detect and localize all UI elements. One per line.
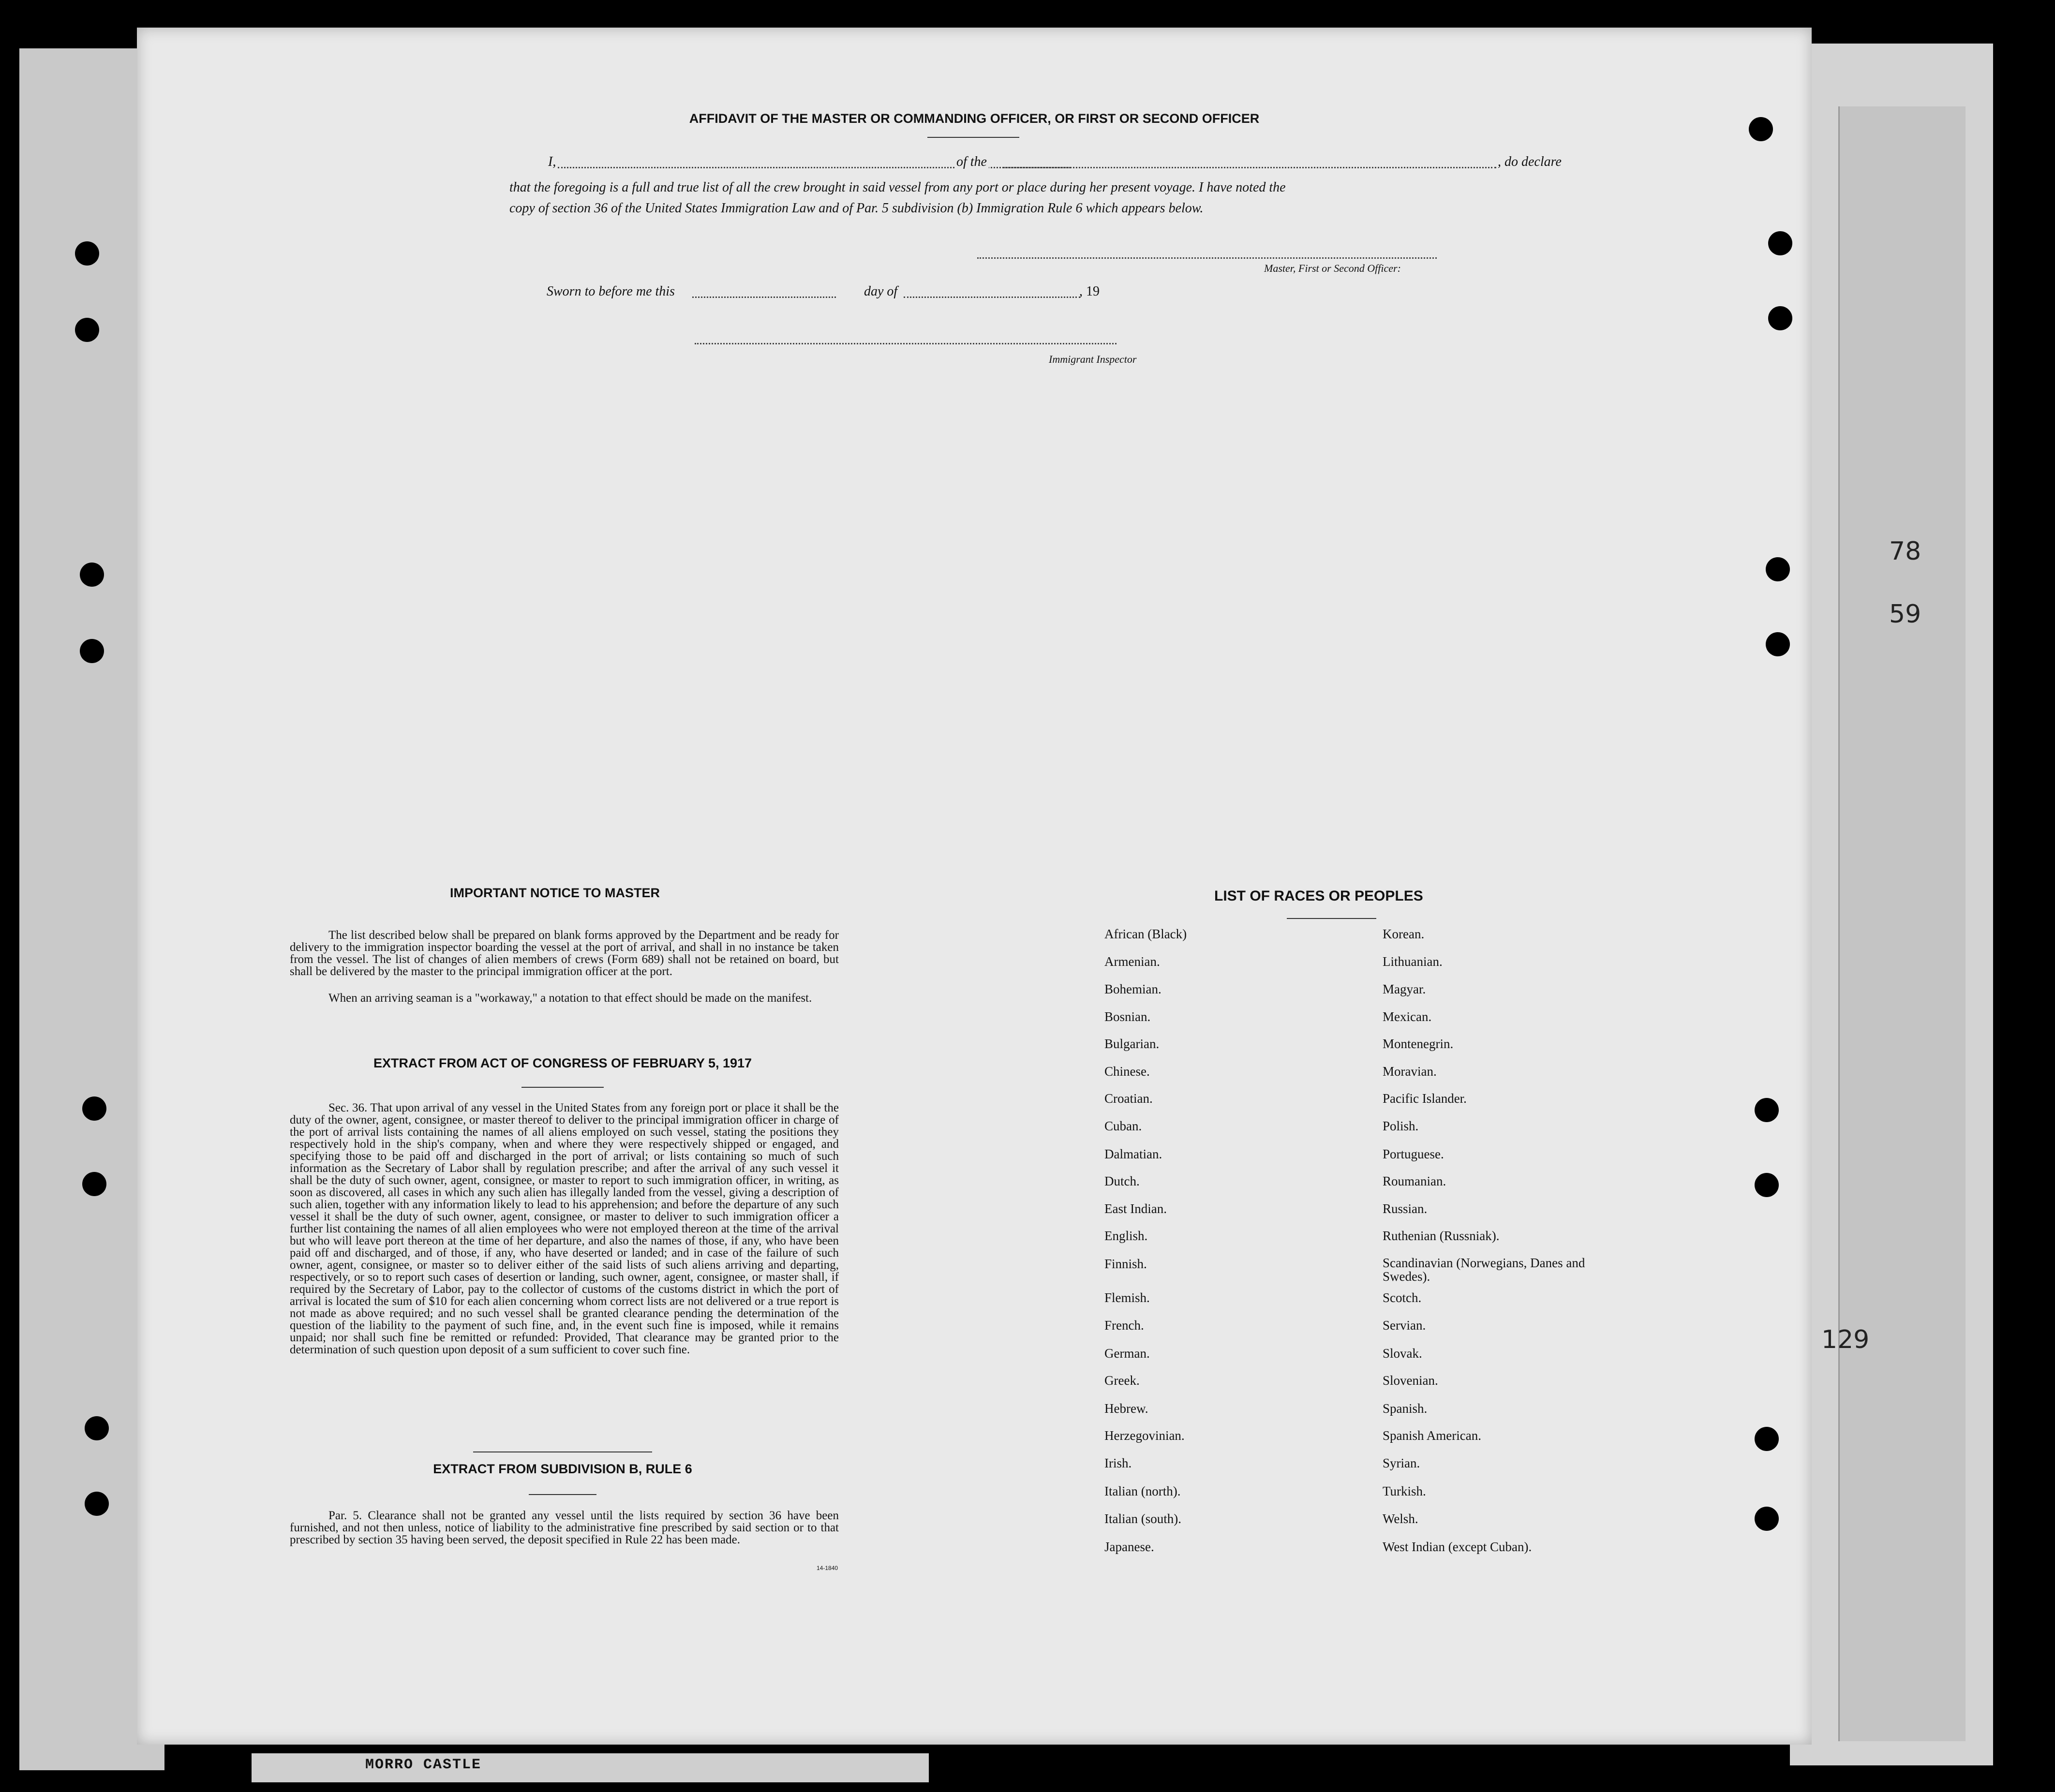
race-left-item: Chinese. bbox=[1104, 1064, 1150, 1079]
race-right-item: Magyar. bbox=[1383, 982, 1426, 996]
sworn-day-of-label: day of bbox=[864, 284, 898, 299]
inspector-caption: Immigrant Inspector bbox=[1049, 353, 1137, 365]
punch-hole bbox=[1768, 306, 1792, 330]
races-title-rule bbox=[1287, 918, 1376, 919]
extract-act-title: EXTRACT FROM ACT OF CONGRESS OF FEBRUARY 5, 1917 bbox=[373, 1056, 752, 1070]
race-right-item: Roumanian. bbox=[1383, 1174, 1446, 1188]
punch-hole bbox=[1755, 1173, 1779, 1197]
side-mark-c: 129 bbox=[1821, 1325, 1870, 1354]
race-left-item: Armenian. bbox=[1104, 954, 1160, 969]
punch-hole bbox=[1768, 231, 1792, 255]
race-right-item: Russian. bbox=[1383, 1201, 1428, 1216]
race-left-item: French. bbox=[1104, 1318, 1144, 1333]
punch-hole bbox=[85, 1416, 109, 1440]
officer-signature-caption: Master, First or Second Officer: bbox=[1264, 262, 1401, 274]
affidavit-i-label: I, bbox=[548, 154, 556, 169]
race-left-item: Finnish. bbox=[1104, 1257, 1147, 1271]
race-right-item: Portuguese. bbox=[1383, 1147, 1444, 1161]
race-left-item: Irish. bbox=[1104, 1456, 1132, 1470]
race-left-item: Bosnian. bbox=[1104, 1009, 1151, 1024]
race-left-item: Bohemian. bbox=[1104, 982, 1162, 996]
races-title: LIST OF RACES OR PEOPLES bbox=[1214, 888, 1423, 904]
race-left-item: Croatian. bbox=[1104, 1091, 1153, 1106]
affidavit-vessel-field[interactable] bbox=[1003, 167, 1496, 168]
race-left-item: English. bbox=[1104, 1229, 1148, 1243]
race-right-item: Lithuanian. bbox=[1383, 954, 1443, 969]
notice-title: IMPORTANT NOTICE TO MASTER bbox=[450, 886, 660, 900]
race-left-item: Flemish. bbox=[1104, 1290, 1150, 1305]
sworn-month-field[interactable] bbox=[904, 296, 1080, 298]
punch-hole bbox=[1766, 557, 1790, 581]
affidavit-declare-label: , do declare bbox=[1498, 154, 1562, 169]
bottom-stub-strip bbox=[252, 1753, 929, 1782]
inspector-signature-field[interactable] bbox=[695, 343, 1117, 344]
notice-body-2: When an arriving seaman is a "workaway," a notation to that effect should be made on the manifest. bbox=[328, 992, 812, 1005]
race-right-item: Slovak. bbox=[1383, 1346, 1422, 1361]
extract-act-rule bbox=[521, 1087, 604, 1088]
race-right-item: Pacific Islander. bbox=[1383, 1091, 1467, 1106]
punch-hole bbox=[1766, 632, 1790, 656]
sworn-prefix: Sworn to before me this bbox=[547, 284, 675, 299]
punch-hole bbox=[82, 1172, 106, 1196]
officer-signature-field[interactable] bbox=[977, 257, 1437, 259]
extract-act-body: Sec. 36. That upon arrival of any vessel in the United States from any foreign port or place it shall be the duty of the owner, agent, consignee, or master thereof to deliver to the principal immigration officer in charge of the port of arrival lists containing the names of all aliens employed on such vessel, stating the positions they respectively hold in the ship's company, when and where they were respectively shipped or engaged, and specifying those to be paid off and discharged in the port of arrival; or lists containing so much of such information as the Secretary of Labor shall by regulation prescribe; and after the arrival of any such vessel it shall be the duty of such owner, agent, consignee, or master to report to such immigration officer, in writing, as soon as discovered, all cases in which any such alien has illegally landed from the vessel, giving a description of such alien, together with any information likely to lead to his apprehension; and before the departure of any such vessel it shall be the duty of such owner, agent, consignee, or master to deliver to such immigration officer a further list containing the names of all alien employees who were not employed thereon at the time of the arrival but who will leave port thereon at the time of her departure, and also the names of those, if any, who have been paid off and discharged, and of those, if any, who have deserted or landed; and in case of the failure of such owner, agent, consignee, or master so to deliver either of the said lists of such aliens arriving and departing, respectively, or so to report such cases of desertion or landing, such owner, agent, consignee, or master shall, if required by the Secretary of Labor, pay to the collector of customs of the customs district in which the port of arrival is located the sum of $10 for each alien concerning whom correct lists are not delivered or a true report is not made as above required; and no such vessel shall be granted clearance pending the determination of the question of the liability to the payment of such fine, and, in the event such fine is imposed, while it remains unpaid; nor shall such fine be remitted or refunded: Provided, That clearance may be granted prior to the determination of such question upon deposit of a sum sufficient to cover such fine. bbox=[290, 1101, 839, 1356]
race-left-item: Herzegovinian. bbox=[1104, 1428, 1185, 1443]
affidavit-title-rule bbox=[927, 137, 1019, 138]
underlying-page-right-2 bbox=[1838, 106, 1966, 1741]
race-right-item: Turkish. bbox=[1383, 1484, 1426, 1498]
punch-hole bbox=[75, 318, 99, 342]
extract-rule-title: EXTRACT FROM SUBDIVISION B, RULE 6 bbox=[433, 1462, 692, 1476]
race-left-item: Greek. bbox=[1104, 1373, 1140, 1388]
side-mark-a: 78 bbox=[1889, 537, 1921, 566]
bottom-stub-label: MORRO CASTLE bbox=[365, 1757, 482, 1773]
affidavit-title: AFFIDAVIT OF THE MASTER OR COMMANDING OFFICER, OR FIRST OR SECOND OFFICER bbox=[689, 111, 1260, 126]
race-right-item: Korean. bbox=[1383, 927, 1425, 941]
extract-rule-rule bbox=[529, 1494, 596, 1495]
race-right-item: Spanish American. bbox=[1383, 1428, 1481, 1443]
document-page bbox=[137, 28, 1812, 1745]
race-right-item: Polish. bbox=[1383, 1119, 1419, 1133]
race-right-item: Scotch. bbox=[1383, 1290, 1422, 1305]
race-left-item: Dutch. bbox=[1104, 1174, 1140, 1188]
race-right-item: Mexican. bbox=[1383, 1009, 1432, 1024]
punch-hole bbox=[1755, 1098, 1779, 1122]
race-left-item: Japanese. bbox=[1104, 1540, 1154, 1554]
race-left-item: Bulgarian. bbox=[1104, 1037, 1160, 1051]
sworn-year-label: , 19 bbox=[1079, 284, 1100, 299]
punch-hole bbox=[80, 563, 104, 587]
race-right-item: Scandinavian (Norwegians, Danes and Swedes). bbox=[1383, 1256, 1585, 1284]
punch-hole bbox=[80, 639, 104, 663]
race-right-item: Moravian. bbox=[1383, 1064, 1437, 1079]
side-mark-b: 59 bbox=[1889, 600, 1921, 629]
race-left-item: German. bbox=[1104, 1346, 1150, 1361]
race-left-item: East Indian. bbox=[1104, 1201, 1167, 1216]
affidavit-of-the-label: of the bbox=[954, 154, 989, 170]
race-left-item: Hebrew. bbox=[1104, 1401, 1148, 1416]
punch-hole bbox=[1755, 1507, 1779, 1531]
notice-body: The list described below shall be prepared on blank forms approved by the Department and be ready for delivery to the immigration inspector boarding the vessel at the port of arrival, and shall in no instance be taken from the vessel. The list of changes of alien members of crews (Form 689) shall not be retained on board, but shall be delivered by the master to the principal immigration officer at the port. bbox=[290, 929, 839, 978]
punch-hole bbox=[85, 1492, 109, 1516]
punch-hole bbox=[82, 1096, 106, 1121]
extract-rule-top-rule bbox=[473, 1451, 652, 1452]
race-left-item: African (Black) bbox=[1104, 927, 1187, 941]
race-right-item: West Indian (except Cuban). bbox=[1383, 1540, 1532, 1554]
race-right-item: Slovenian. bbox=[1383, 1373, 1438, 1388]
sworn-day-field[interactable] bbox=[692, 296, 836, 298]
form-number: 14-1840 bbox=[817, 1565, 838, 1571]
race-right-item: Syrian. bbox=[1383, 1456, 1420, 1470]
race-left-item: Italian (south). bbox=[1104, 1511, 1181, 1526]
punch-hole bbox=[1755, 1427, 1779, 1451]
race-left-item: Cuban. bbox=[1104, 1119, 1142, 1133]
race-left-item: Italian (north). bbox=[1104, 1484, 1181, 1498]
race-right-item: Spanish. bbox=[1383, 1401, 1428, 1416]
race-right-item: Servian. bbox=[1383, 1318, 1426, 1333]
punch-hole bbox=[1749, 117, 1773, 141]
race-left-item: Dalmatian. bbox=[1104, 1147, 1162, 1161]
affidavit-line-3: copy of section 36 of the United States Immigration Law and of Par. 5 subdivision (b) Immigration Rule 6 which appears below. bbox=[509, 201, 1204, 216]
race-right-item: Ruthenian (Russniak). bbox=[1383, 1229, 1500, 1243]
race-right-item: Welsh. bbox=[1383, 1511, 1418, 1526]
extract-rule-body: Par. 5. Clearance shall not be granted any vessel until the lists required by section 36 have been furnished, and not then unless, notice of liability to the administrative fine prescribed by said section or to that prescribed by section 35 having been served, the deposit specified in Rule 22 has been made. bbox=[290, 1509, 839, 1546]
race-right-item: Montenegrin. bbox=[1383, 1037, 1454, 1051]
punch-hole bbox=[75, 241, 99, 266]
affidavit-name-field[interactable] bbox=[558, 167, 1071, 168]
affidavit-line-2: that the foregoing is a full and true list of all the crew brought in said vessel from any port or place during her present voyage. I have noted the bbox=[509, 180, 1286, 195]
